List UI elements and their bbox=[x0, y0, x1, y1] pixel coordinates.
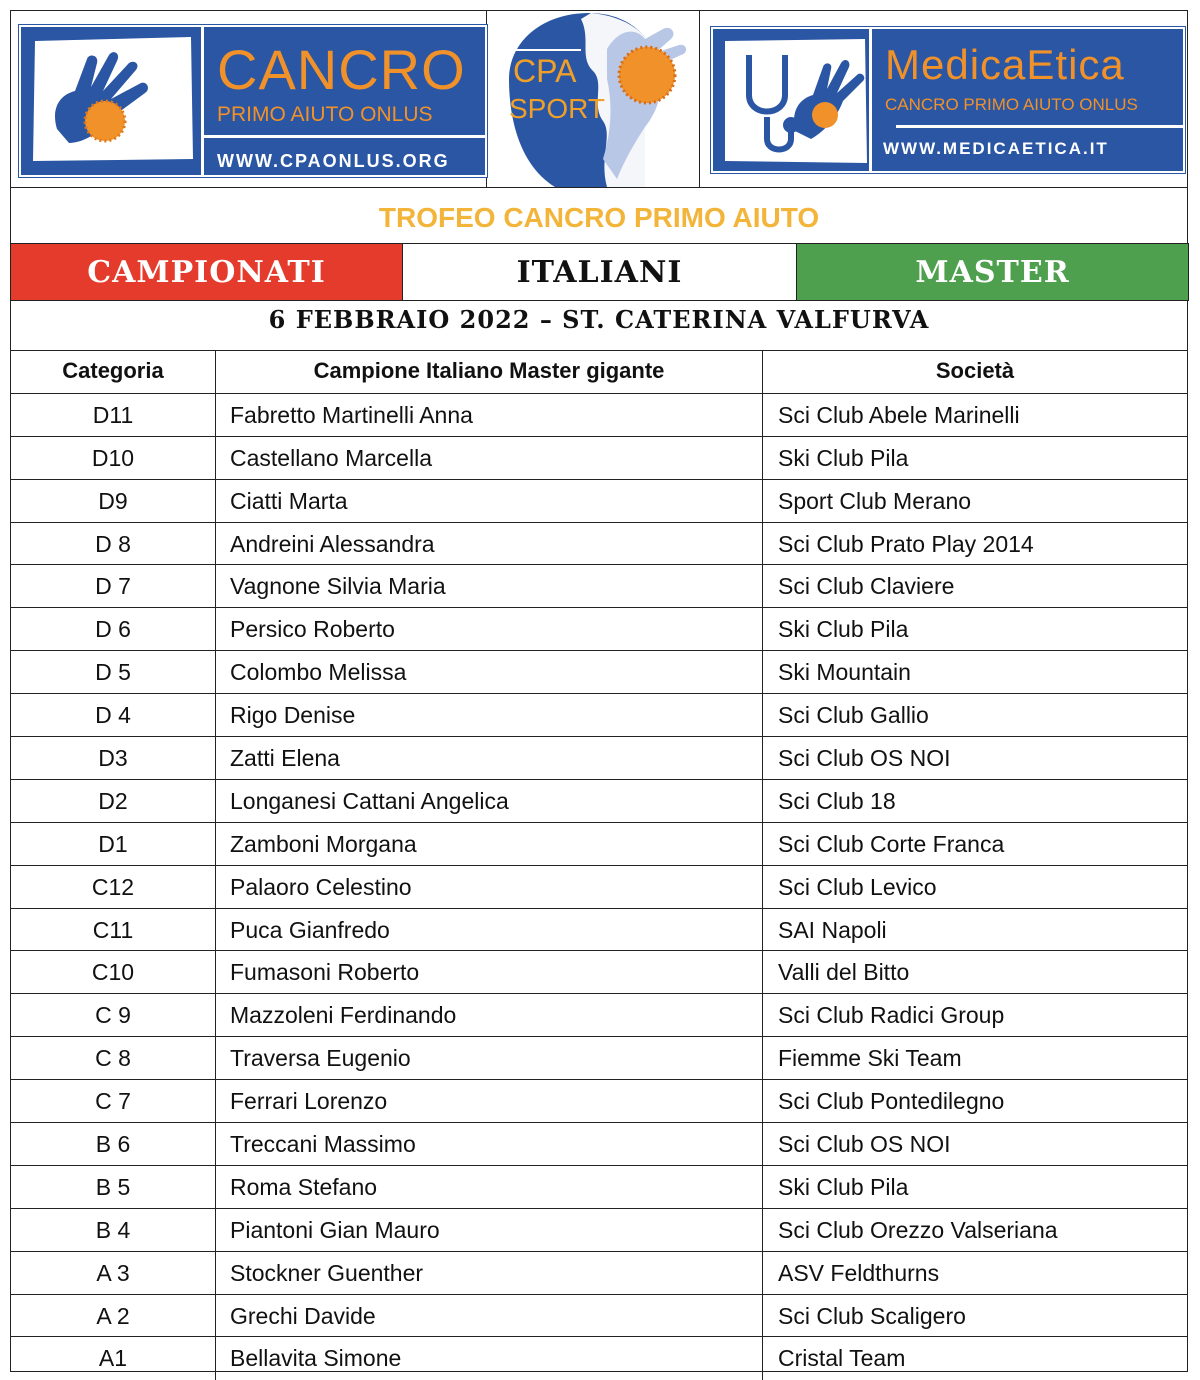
champion-name-cell: Ciatti Marta bbox=[216, 480, 763, 522]
champion-name-cell: Mazzoleni Ferdinando bbox=[216, 994, 763, 1036]
category-cell: A 2 bbox=[11, 1295, 216, 1337]
champion-name-cell: Palaoro Celestino bbox=[216, 866, 763, 908]
champion-name-cell: Rigo Denise bbox=[216, 694, 763, 736]
header-champion: Campione Italiano Master gigante bbox=[216, 351, 763, 393]
logo-rule bbox=[204, 135, 485, 138]
category-cell: D 6 bbox=[11, 608, 216, 650]
champion-name-cell: Ferrari Lorenzo bbox=[216, 1080, 763, 1122]
table-row bbox=[11, 1123, 1187, 1166]
table-row bbox=[11, 780, 1187, 823]
header-category: Categoria bbox=[11, 351, 216, 393]
club-cell: Sport Club Merano bbox=[778, 487, 972, 514]
table-header-row bbox=[11, 351, 1187, 394]
table-row bbox=[11, 1252, 1187, 1295]
medicaetica-subtitle: CANCRO PRIMO AIUTO ONLUS bbox=[885, 95, 1138, 114]
logo-cell-cpa-sport bbox=[487, 11, 700, 187]
trophy-title: TROFEO CANCRO PRIMO AIUTO bbox=[378, 202, 820, 233]
champion-name-cell: Treccani Massimo bbox=[216, 1123, 763, 1165]
cpa-sport-line2: SPORT bbox=[509, 93, 605, 124]
cpa-onlus-subtitle: PRIMO AIUTO ONLUS bbox=[217, 103, 433, 126]
club-cell: Ski Club Pila bbox=[778, 444, 909, 471]
category-cell: D3 bbox=[11, 737, 216, 779]
table-row bbox=[11, 480, 1187, 523]
club-cell: Sci Club Radici Group bbox=[778, 1002, 1005, 1029]
champion-name-cell: Bellavita Simone bbox=[216, 1337, 763, 1380]
table-row bbox=[11, 909, 1187, 952]
champion-name-cell: Traversa Eugenio bbox=[216, 1037, 763, 1079]
champion-name-cell: Andreini Alessandra bbox=[216, 523, 763, 565]
table-row bbox=[11, 523, 1187, 566]
medicaetica-logo bbox=[711, 27, 1185, 173]
cpa-sport-logo bbox=[495, 9, 695, 187]
logo-rule bbox=[896, 125, 1183, 128]
table-row bbox=[11, 1037, 1187, 1080]
table-row bbox=[11, 437, 1187, 480]
event-date-location: 6 FEBBRAIO 2022 – ST. CATERINA VALFURVA bbox=[11, 301, 1187, 351]
medicaetica-url: WWW.MEDICAETICA.IT bbox=[883, 139, 1109, 158]
medicaetica-title: MedicaEtica bbox=[885, 41, 1125, 88]
club-cell: Sci Club 18 bbox=[778, 787, 896, 814]
category-cell: C12 bbox=[11, 866, 216, 908]
table-row bbox=[11, 651, 1187, 694]
cpa-sport-line1: CPA bbox=[513, 53, 577, 89]
club-cell: Sci Club Scaligero bbox=[778, 1302, 966, 1329]
category-cell: D 4 bbox=[11, 694, 216, 736]
category-cell: D10 bbox=[11, 437, 216, 479]
stethoscope-hand-icon bbox=[721, 35, 869, 167]
header-club: Società bbox=[935, 358, 1015, 383]
table-row bbox=[11, 823, 1187, 866]
club-cell: Sci Club Levico bbox=[778, 873, 937, 900]
category-cell: C10 bbox=[11, 951, 216, 993]
hand-with-orange-ball-icon bbox=[29, 33, 197, 165]
logo-cell-medicaetica bbox=[700, 11, 1187, 187]
results-sheet bbox=[10, 10, 1188, 1372]
champion-name-cell: Puca Gianfredo bbox=[216, 909, 763, 951]
table-row bbox=[11, 1209, 1187, 1252]
category-cell: C11 bbox=[11, 909, 216, 951]
category-cell: C 7 bbox=[11, 1080, 216, 1122]
trophy-title-row bbox=[11, 187, 1187, 243]
club-cell: Sci Club Abele Marinelli bbox=[778, 401, 1020, 428]
table-row bbox=[11, 951, 1187, 994]
category-cell: D 8 bbox=[11, 523, 216, 565]
table-row bbox=[11, 608, 1187, 651]
table-row bbox=[11, 694, 1187, 737]
category-cell: D 7 bbox=[11, 565, 216, 607]
table-row bbox=[11, 866, 1187, 909]
club-cell: Sci Club OS NOI bbox=[778, 745, 951, 772]
category-cell: D2 bbox=[11, 780, 216, 822]
club-cell: Sci Club Pontedilegno bbox=[778, 1088, 1005, 1115]
band-campionati: CAMPIONATI bbox=[10, 243, 403, 301]
logo-cell-cpa-onlus bbox=[11, 11, 487, 187]
table-row bbox=[11, 1080, 1187, 1123]
table-row bbox=[11, 1166, 1187, 1209]
champion-name-cell: Castellano Marcella bbox=[216, 437, 763, 479]
table-row bbox=[11, 737, 1187, 780]
champion-name-cell: Zatti Elena bbox=[216, 737, 763, 779]
club-cell: Fiemme Ski Team bbox=[778, 1045, 962, 1072]
champion-name-cell: Piantoni Gian Mauro bbox=[216, 1209, 763, 1251]
champion-name-cell: Longanesi Cattani Angelica bbox=[216, 780, 763, 822]
cpa-onlus-url: WWW.CPAONLUS.ORG bbox=[217, 151, 450, 171]
table-row bbox=[11, 1337, 1187, 1380]
champion-name-cell: Zamboni Morgana bbox=[216, 823, 763, 865]
category-cell: D1 bbox=[11, 823, 216, 865]
champion-name-cell: Stockner Guenther bbox=[216, 1252, 763, 1294]
results-table bbox=[11, 351, 1187, 1380]
champion-name-cell: Colombo Melissa bbox=[216, 651, 763, 693]
champion-name-cell: Persico Roberto bbox=[216, 608, 763, 650]
club-cell: Sci Club Prato Play 2014 bbox=[778, 530, 1034, 557]
champion-name-cell: Fumasoni Roberto bbox=[216, 951, 763, 993]
table-row bbox=[11, 1295, 1187, 1338]
table-row bbox=[11, 565, 1187, 608]
category-cell: B 5 bbox=[11, 1166, 216, 1208]
club-cell: Cristal Team bbox=[778, 1345, 906, 1372]
logo-row bbox=[11, 11, 1187, 187]
category-cell: B 4 bbox=[11, 1209, 216, 1251]
band-master: MASTER bbox=[796, 243, 1189, 301]
champion-name-cell: Fabretto Martinelli Anna bbox=[216, 394, 763, 436]
category-cell: B 6 bbox=[11, 1123, 216, 1165]
club-cell: SAI Napoli bbox=[778, 916, 887, 943]
club-cell: Ski Club Pila bbox=[778, 1173, 909, 1200]
category-cell: C 8 bbox=[11, 1037, 216, 1079]
table-row bbox=[11, 994, 1187, 1037]
club-cell: Ski Mountain bbox=[778, 659, 911, 686]
table-row bbox=[11, 394, 1187, 437]
band-italiani: ITALIANI bbox=[403, 243, 796, 301]
category-cell: D9 bbox=[11, 480, 216, 522]
champion-name-cell: Roma Stefano bbox=[216, 1166, 763, 1208]
club-cell: ASV Feldthurns bbox=[778, 1259, 940, 1286]
category-cell: A 3 bbox=[11, 1252, 216, 1294]
logo-divider bbox=[869, 29, 872, 171]
category-cell: D 5 bbox=[11, 651, 216, 693]
club-cell: Ski Club Pila bbox=[778, 616, 909, 643]
cpa-onlus-title: CANCRO bbox=[217, 38, 466, 101]
club-cell: Sci Club Orezzo Valseriana bbox=[778, 1216, 1058, 1243]
championship-band bbox=[10, 243, 1188, 301]
category-cell: D11 bbox=[11, 394, 216, 436]
champion-name-cell: Grechi Davide bbox=[216, 1295, 763, 1337]
club-cell: Sci Club Gallio bbox=[778, 702, 929, 729]
club-cell: Sci Club Corte Franca bbox=[778, 830, 1005, 857]
logo-divider bbox=[201, 27, 204, 175]
table-body bbox=[11, 394, 1187, 1380]
champion-name-cell: Vagnone Silvia Maria bbox=[216, 565, 763, 607]
category-cell: A1 bbox=[11, 1337, 216, 1380]
club-cell: Sci Club OS NOI bbox=[778, 1131, 951, 1158]
cpa-onlus-logo bbox=[19, 25, 487, 177]
category-cell: C 9 bbox=[11, 994, 216, 1036]
club-cell: Sci Club Claviere bbox=[778, 573, 955, 600]
club-cell: Valli del Bitto bbox=[778, 959, 910, 986]
